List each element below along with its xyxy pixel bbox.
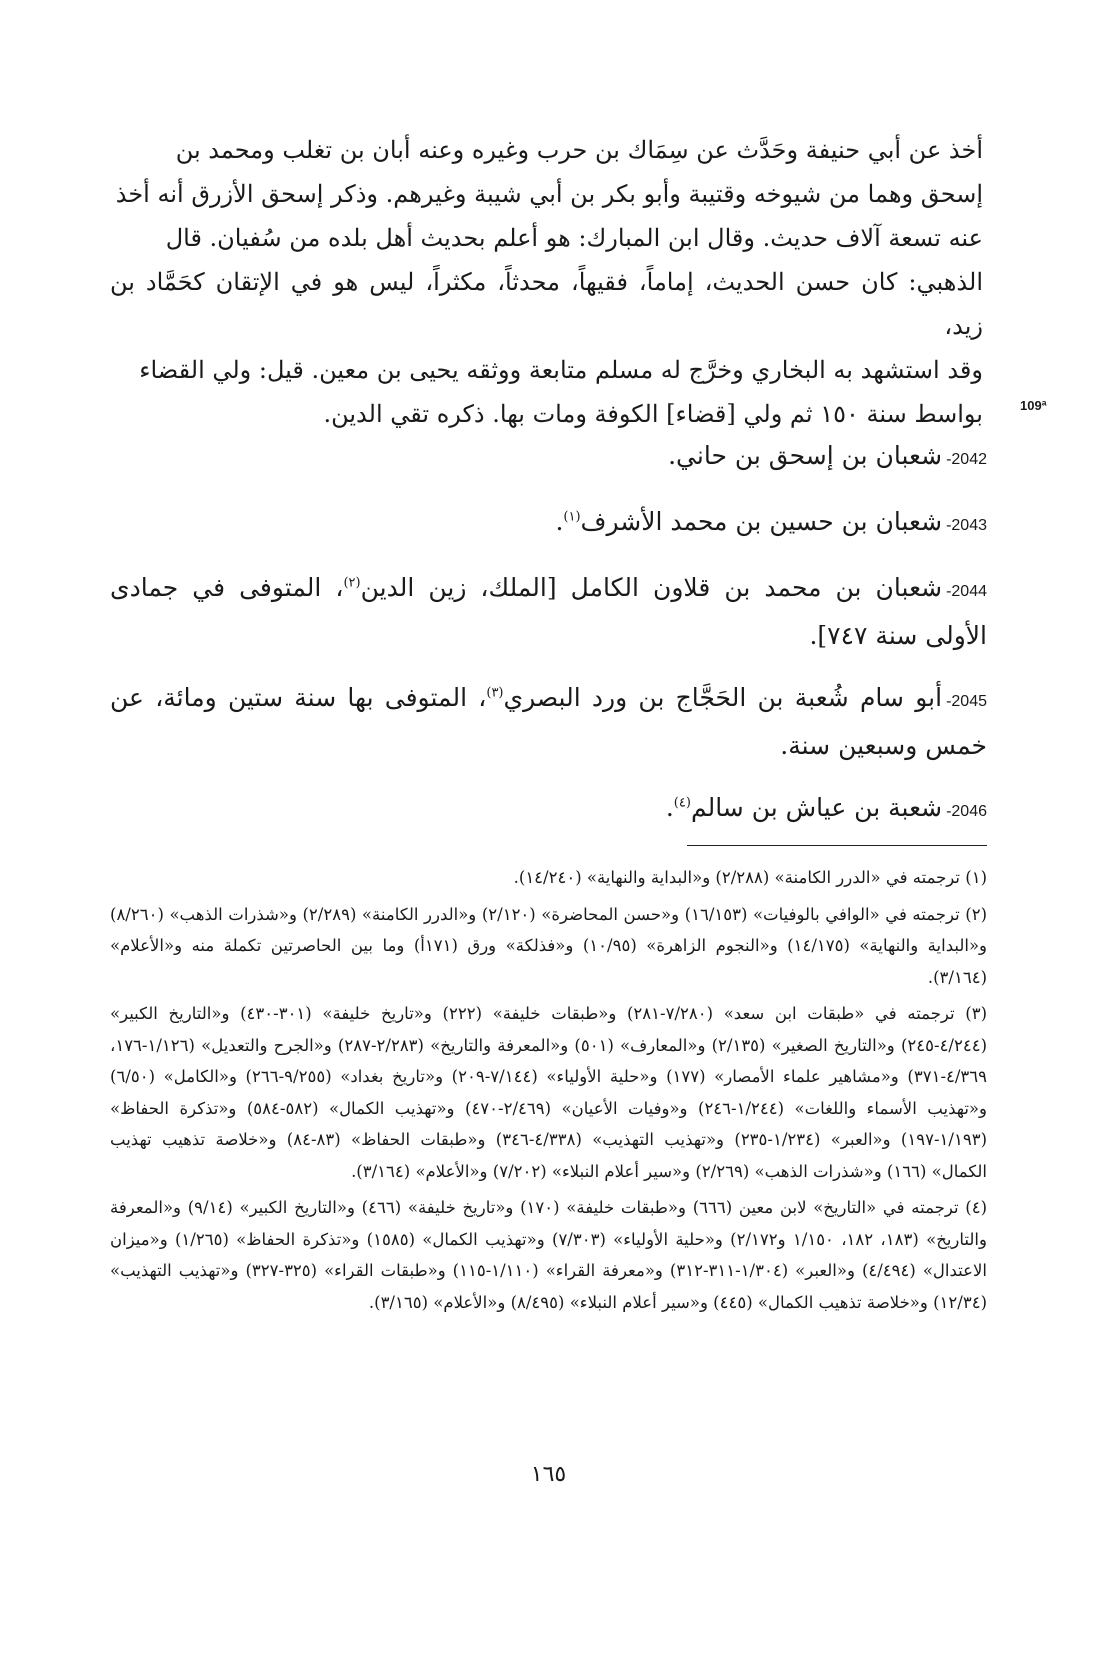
footnote-ref: (١) — [563, 509, 581, 525]
entry-text — [666, 793, 942, 822]
folio-marker: 109ª — [1020, 398, 1047, 413]
intro-line: وقد استشهد به البخاري وخرَّج له مسلم متابعة ووثقه يحيى بن معين. قيل: ولي القضاء — [139, 356, 983, 384]
entry-tail: ، المتوفى بها سنة ستين ومائة، عن خمس وسبعين سنة. — [110, 683, 987, 760]
entry-number: -2045 — [946, 693, 987, 710]
page — [110, 0, 1047, 1658]
entry-name: شعبة بن عياش بن سالم — [690, 793, 943, 822]
footnote-3: (٣) ترجمته في «طبقات ابن سعد» (٧/٢٨٠-٢٨١) و«طبقات خليفة» (٢٢٢) و«تاريخ خليفة» (٣٠١-٤٣٠) و«التاريخ الكبير» (٤/٢٤٤-٢٤٥) و«التاريخ الصغير» (٢/١٣٥) و«المعارف» (٥٠١) و«المعرفة والتاريخ» (٢/٢٨٣-٢٨٧) و«الجرح والتعديل» (١/١٢٦-١٧٦، ٤/٣٦٩-٣٧١) و«مشاهير علماء الأمصار» (١٧٧) و«حلية الأولياء» (٧/١٤٤-٢٠٩) و«تاريخ بغداد» (٩/٢٥٥-٢٦٦) و«الكامل» (٦/٥٠) و«تهذيب الأسماء واللغات» (١/٢٤٤-٢٤٦) و«وفيات الأعيان» (٢/٤٦٩-٤٧٠) و«تهذيب الكمال» (٥٨٢-٥٨٤) و«تذكرة الحفاظ» (١/١٩٣-١٩٧) و«العبر» (١/٢٣٤-٢٣٥) و«تهذيب التهذيب» (٤/٣٣٨-٣٤٦) و«طبقات الحفاظ» (٨٣-٨٤) و«خلاصة تذهيب تهذيب الكمال» (١٦٦) و«شذرات الذهب» (٢/٢٦٩) و«سير أعلام النبلاء» (٧/٢٠٢) و«الأعلام» (٣/١٦٤). — [110, 1004, 988, 1181]
footnote-1: (١) ترجمته في «الدرر الكامنة» (٢/٢٨٨) و«البداية والنهاية» (١٤/٢٤٠). — [513, 868, 987, 887]
entry-2042 — [110, 434, 987, 482]
entry-2045 — [110, 676, 987, 768]
intro-line: أخذ عن أبي حنيفة وحَدَّث عن سِمَاك بن حرب وغيره وعنه أبان بن تغلب ومحمد بن — [175, 136, 983, 164]
entry-number: -2044 — [946, 583, 987, 600]
entry-number: -2043 — [946, 517, 987, 534]
footnote-ref: (٣) — [486, 685, 504, 701]
footnotes — [110, 862, 987, 1323]
entry-tail: ، المتوفى في جمادى الأولى سنة ٧٤٧]. — [110, 573, 987, 650]
intro-line: الذهبي: كان حسن الحديث، إماماً، فقيهاً، محدثاً، مكثراً، ليس هو في الإتقان كحَمَّاد بن زيد، — [110, 268, 983, 340]
entry-name: أبو سام شُعبة بن الحَجَّاج بن ورد البصري — [503, 683, 943, 712]
footnote-2: (٢) ترجمته في «الوافي بالوفيات» (١٦/١٥٣) و«حسن المحاضرة» (٢/١٢٠) و«الدرر الكامنة» (٢/٢٨٩) و«شذرات الذهب» (٨/٢٦٠) و«البداية والنهاية» (١٤/١٧٥) و«النجوم الزاهرة» (١٠/٩٥) و«فذلكة» ورق (١٧١أ) وما بين الحاصرتين تكملة منه و«الأعلام» (٣/١٦٤). — [110, 904, 988, 987]
entries-list — [110, 434, 987, 852]
entry-text — [110, 683, 987, 760]
entry-2043 — [110, 500, 987, 548]
footnote-4: (٤) ترجمته في «التاريخ» لابن معين (٦٦٦) و«طبقات خليفة» (١٧٠) و«تاريخ خليفة» (٤٦٦) و«التاريخ الكبير» (٩/١٤) و«المعرفة والتاريخ» (١٨٣، ١٨٢، ١/١٥٠ و٢/١٧٢) و«حلية الأولياء» (٧/٣٠٣) و«تهذيب الكمال» (١٥٨٥) و«تذكرة الحفاظ» (١/٢٦٥) و«ميزان الاعتدال» (٤/٤٩٤) و«العبر» (١/٣٠٤-٣١١-٣١٢) و«معرفة القراء» (١/١١٠-١١٥) و«طبقات القراء» (٣٢٥-٣٢٧) و«تهذيب التهذيب» (١٢/٣٤) و«خلاصة تذهيب الكمال» (٤٤٥) و«سير أعلام النبلاء» (٨/٤٩٥) و«الأعلام» (٣/١٦٥). — [110, 1198, 987, 1312]
entry-number: -2046 — [946, 803, 987, 820]
entry-text — [110, 573, 987, 650]
entry-tail: . — [555, 507, 564, 536]
entry-number: -2042 — [946, 451, 987, 468]
intro-line: عنه تسعة آلاف حديث. وقال ابن المبارك: هو أعلم بحديث أهل بلده من سُفيان. قال — [165, 224, 983, 252]
footnote-ref: (٤) — [673, 795, 691, 811]
entry-2046 — [110, 786, 987, 834]
entry-tail: . — [665, 793, 674, 822]
intro-line: إسحق وهما من شيوخه وقتيبة وأبو بكر بن أبي شيبة وغيرهم. وذكر إسحق الأزرق أنه أخذ — [115, 180, 983, 208]
entry-text — [555, 507, 942, 536]
entry-text: شعبان بن إسحق بن حاني. — [668, 441, 943, 470]
entry-name: شعبان بن حسين بن محمد الأشرف — [580, 507, 943, 536]
page-number: ١٦٥ — [530, 1462, 567, 1487]
entry-name: شعبان بن محمد بن قلاون الكامل [الملك، زين الدين — [360, 573, 943, 602]
intro-line: بواسط سنة ١٥٠ ثم ولي [قضاء] الكوفة ومات بها. ذكره تقي الدين. — [323, 400, 983, 428]
intro-paragraph — [110, 128, 987, 436]
entry-2044 — [110, 566, 987, 658]
footnote-divider — [687, 845, 987, 846]
footnote-ref: (٢) — [343, 575, 361, 591]
